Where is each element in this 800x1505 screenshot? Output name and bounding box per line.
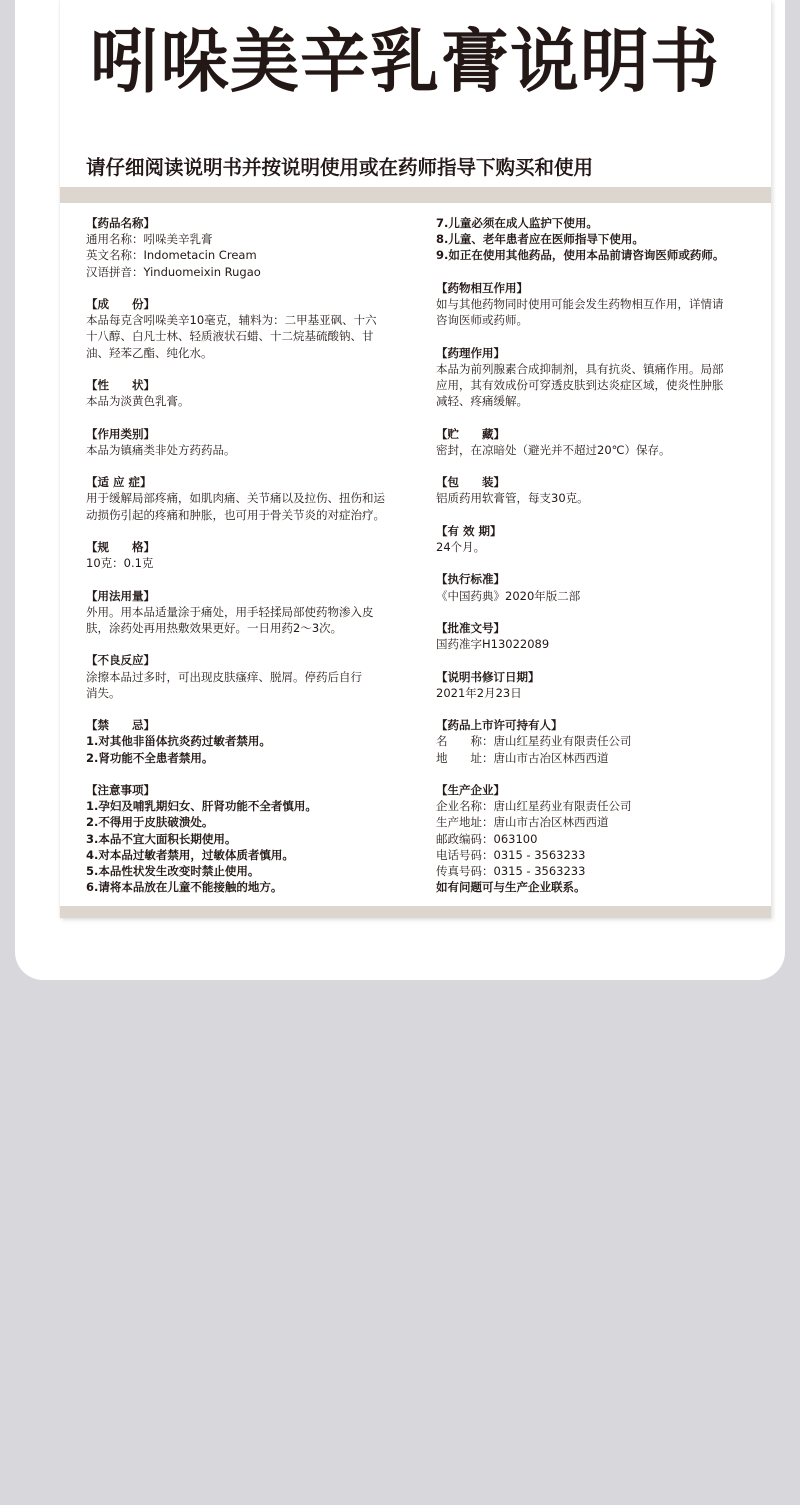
section-line: 汉语拼音：Yinduomeixin Rugao [86, 264, 261, 279]
section [86, 717, 406, 766]
section-line: 铝质药用软膏管，每支30克。 [436, 491, 589, 506]
section-line: 消失。 [86, 685, 121, 700]
section-heading: 【批准文号】 [436, 620, 505, 635]
section-heading: 【药理作用】 [436, 345, 505, 360]
section [436, 717, 756, 766]
top-divider-band [60, 187, 771, 203]
section [436, 280, 756, 329]
section-heading: 【药物相互作用】 [436, 280, 528, 295]
section-line: 本品为淡黄色乳膏。 [86, 394, 190, 409]
section-line: 传真号码：0315 - 3563233 [436, 863, 586, 878]
section-heading: 【药品上市许可持有人】 [436, 718, 563, 733]
section [86, 296, 406, 361]
section-line: 咨询医师或药师。 [436, 313, 528, 328]
section-line: 名 称：唐山红星药业有限责任公司 [436, 734, 632, 749]
section-line: 通用名称：吲哚美辛乳膏 [86, 232, 213, 247]
section-line: 应用，其有效成份可穿透皮肤到达炎症区域，使炎性肿胀 [436, 378, 724, 392]
section [436, 669, 756, 701]
section-line: 涂擦本品过多时，可出现皮肤瘙痒、脱屑。停药后自行 [86, 669, 362, 684]
section-heading: 【性 状】 [86, 378, 155, 392]
section [436, 345, 756, 410]
section [86, 215, 406, 280]
section-line: 肤，涂药处再用热敷效果更好。一日用药2～3次。 [86, 620, 343, 635]
bottom-divider-band [60, 906, 771, 918]
section-heading: 【规 格】 [86, 539, 155, 554]
section-heading: 【适 应 症】 [86, 475, 152, 490]
section-line: 24个月。 [436, 539, 486, 554]
section [86, 426, 406, 458]
section-line: 本品为前列腺素合成抑制剂，具有抗炎、镇痛作用。局部 [436, 361, 724, 376]
section-line: 生产地址：唐山市古冶区林西西道 [436, 815, 609, 830]
section-line: 外用。用本品适量涂于痛处，用手轻揉局部使药物渗入皮 [86, 604, 374, 619]
section [86, 377, 406, 409]
page-card [15, 0, 785, 980]
section-heading: 【贮 藏】 [436, 426, 505, 441]
section-line: 电话号码：0315 - 3563233 [436, 847, 586, 862]
section-line: 1.对其他非甾体抗炎药过敏者禁用。 [86, 734, 271, 749]
page-subtitle: 请仔细阅读说明书并按说明使用或在药师指导下购买和使用 [86, 156, 594, 179]
section-line: 7.儿童必须在成人监护下使用。 [436, 216, 598, 230]
section-heading: 【不良反应】 [86, 653, 155, 668]
section [436, 782, 756, 895]
section-line: 英文名称：Indometacin Cream [86, 248, 257, 263]
section-line: 油、羟苯乙酯、纯化水。 [86, 345, 213, 360]
section-line: 十八醇、白凡士林、轻质液状石蜡、十二烷基硫酸钠、甘 [86, 329, 374, 344]
section [436, 474, 756, 506]
section-line: 国药准字H13022089 [436, 637, 550, 652]
section-line: 本品为镇痛类非处方药药品。 [86, 442, 236, 457]
section-heading: 【作用类别】 [86, 426, 155, 441]
section-heading: 【执行标准】 [436, 572, 505, 587]
page-title: 吲哚美辛乳膏说明书 [90, 22, 720, 102]
section-heading: 【药品名称】 [86, 216, 155, 230]
section-line: 2021年2月23日 [436, 685, 522, 700]
section [436, 426, 756, 458]
section [86, 782, 406, 895]
section [86, 588, 406, 637]
section-line: 如与其他药物同时使用可能会发生药物相互作用，详情请 [436, 297, 724, 311]
right-column [436, 215, 756, 895]
section-line: 《中国药典》2020年版二部 [436, 588, 581, 603]
section-heading: 【有 效 期】 [436, 523, 502, 538]
section [436, 215, 756, 264]
section-line: 减轻、疼痛缓解。 [436, 394, 528, 409]
section-heading: 【注意事项】 [86, 782, 155, 797]
leaflet [60, 0, 771, 918]
section-line: 8.儿童、老年患者应在医师指导下使用。 [436, 232, 644, 247]
section-heading: 【成 份】 [86, 297, 155, 311]
section-line: 3.本品不宜大面积长期使用。 [86, 831, 237, 846]
section-heading: 【禁 忌】 [86, 718, 155, 733]
section-line: 企业名称：唐山红星药业有限责任公司 [436, 799, 632, 814]
section [436, 571, 756, 603]
section-line: 6.请将本品放在儿童不能接触的地方。 [86, 880, 283, 895]
section [86, 652, 406, 701]
section-heading: 【包 装】 [436, 475, 505, 490]
section-heading: 【生产企业】 [436, 782, 505, 797]
section-line: 9.如正在使用其他药品，使用本品前请咨询医师或药师。 [436, 248, 725, 263]
section-line: 5.本品性状发生改变时禁止使用。 [86, 863, 260, 878]
section-line: 动损伤引起的疼痛和肿胀，也可用于骨关节炎的对症治疗。 [86, 507, 385, 522]
section-line: 2.不得用于皮肤破溃处。 [86, 815, 214, 830]
section-line: 1.孕妇及哺乳期妇女、肝肾功能不全者慎用。 [86, 799, 317, 814]
section [86, 474, 406, 523]
section-line: 用于缓解局部疼痛，如肌肉痛、关节痛以及拉伤、扭伤和运 [86, 491, 385, 506]
section-line: 本品每克含吲哚美辛10毫克，辅料为：二甲基亚砜、十六 [86, 313, 377, 328]
section [436, 523, 756, 555]
section-line: 地 址：唐山市古冶区林西西道 [436, 750, 609, 765]
section-heading: 【用法用量】 [86, 588, 155, 603]
section-line: 2.肾功能不全患者禁用。 [86, 750, 214, 765]
section-line: 10克：0.1克 [86, 556, 154, 571]
section-line: 4.对本品过敏者禁用，过敏体质者慎用。 [86, 847, 294, 862]
section-heading: 【说明书修订日期】 [436, 669, 540, 684]
section-line: 密封，在凉暗处（避光并不超过20℃）保存。 [436, 442, 671, 457]
section [86, 539, 406, 571]
section [436, 620, 756, 652]
left-column [86, 215, 406, 895]
section-line: 如有问题可与生产企业联系。 [436, 880, 586, 895]
section-line: 邮政编码：063100 [436, 831, 538, 846]
